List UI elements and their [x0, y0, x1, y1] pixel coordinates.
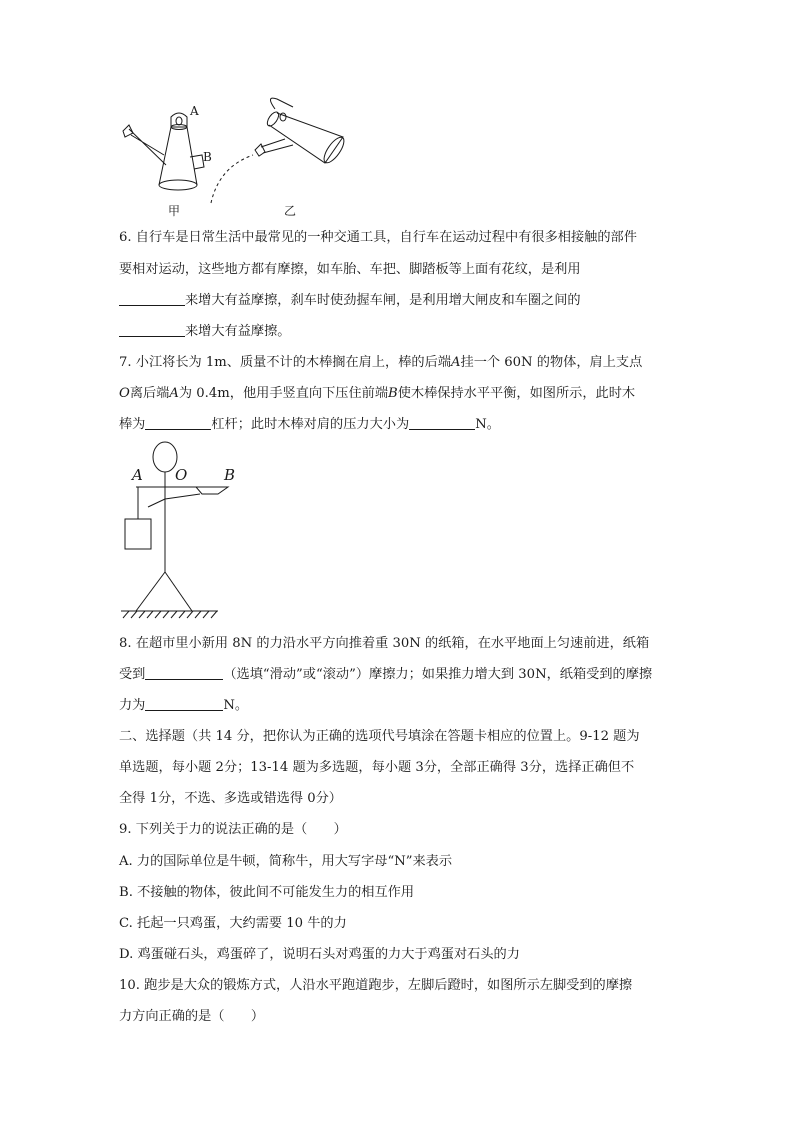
answer-blank[interactable] — [119, 322, 185, 337]
figure-label-b: B — [203, 150, 212, 164]
answer-blank[interactable] — [145, 665, 223, 680]
point-o: O — [119, 386, 130, 401]
can-yi-handle — [270, 98, 293, 109]
figure-label-jia: 甲 — [168, 204, 181, 218]
q7-line-2-mid: 离后端 — [129, 386, 170, 401]
can-yi-body — [269, 113, 343, 163]
point-b: B — [388, 386, 398, 401]
q6-line-3-text: 来增大有益摩擦，刹车时使劲握车闸，是利用增大闸皮和车圈之间的 — [185, 293, 581, 308]
q7-line-1 — [119, 353, 679, 373]
leg-left — [136, 572, 165, 611]
lever-label-a: A — [132, 466, 143, 484]
q8-line-3-end: N。 — [223, 698, 249, 713]
watering-can-figure — [115, 95, 355, 220]
section-2-line-3: 全得 1分，不选、多选或错选得 0分） — [119, 791, 342, 806]
q6-line-4 — [119, 322, 679, 342]
can-jia-handle-b — [190, 155, 204, 169]
point-a: A — [169, 386, 179, 401]
q9-option-b[interactable]: B. 不接触的物体，彼此间不可能发生力的相互作用 — [119, 885, 415, 900]
q6-line-3 — [119, 291, 679, 311]
q6-line-2: 要相对运动，这些地方都有摩擦，如车胎、车把、脚踏板等上面有花纹，是利用 — [119, 262, 581, 277]
q9-stem: 9. 下列关于力的说法正确的是（ ） — [119, 822, 347, 837]
arm-front — [165, 494, 200, 499]
q8-line-1: 8. 在超市里小新用 8N 的力沿水平方向推着重 30N 的纸箱，在水平地面上匀速前进，纸箱 — [119, 636, 650, 651]
tilt-trajectory — [211, 155, 253, 203]
stick-end-b — [196, 487, 228, 494]
q8-line-2-mid: （选填“滑动”或“滚动”）摩擦力；如果推力增大到 30N，纸箱受到的摩擦 — [223, 667, 653, 682]
q7-line-1-end: 挂一个 60N 的物体，肩上支点 — [460, 355, 643, 370]
q8-line-2 — [119, 665, 679, 685]
answer-blank[interactable] — [119, 291, 185, 306]
answer-blank[interactable] — [145, 696, 223, 711]
q7-line-3 — [119, 415, 679, 435]
answer-blank[interactable] — [145, 415, 211, 430]
q10-line-2: 力方向正确的是（ ） — [119, 1009, 265, 1024]
q7-line-2-end: 使木棒保持水平平衡，如图所示，此时木 — [397, 386, 636, 401]
q7-line-1-text: 7. 小江将长为 1m、质量不计的木棒搁在肩上，棒的后端 — [119, 355, 451, 370]
leg-right — [165, 572, 192, 611]
q7-line-2-mid2: 为 0.4m，他用手竖直向下压住前端 — [178, 386, 389, 401]
section-2-line-2: 单选题，每小题 2分；13-14 题为多选题，每小题 3分，全部正确得 3分，选择正确但不 — [119, 760, 635, 775]
q9-option-a[interactable]: A. 力的国际单位是牛顿，简称牛，用大写字母“N”来表示 — [119, 854, 453, 869]
q6-line-4-text: 来增大有益摩擦。 — [185, 324, 291, 339]
figure-label-yi: 乙 — [284, 204, 297, 218]
q7-line-3-mid: 杠杆；此时木棒对肩的压力大小为 — [211, 417, 410, 432]
point-a: A — [450, 355, 461, 370]
q9-option-d[interactable]: D. 鸡蛋碰石头，鸡蛋碎了，说明石头对鸡蛋的力大于鸡蛋对石头的力 — [119, 947, 520, 962]
q6-line-1: 6. 自行车是日常生活中最常见的一种交通工具，自行车在运动过程中有很多相接触的部件 — [119, 230, 637, 245]
q7-line-2 — [119, 384, 679, 404]
q7-line-3-start: 棒为 — [119, 417, 146, 432]
lever-label-o: O — [175, 466, 188, 484]
can-jia-spout — [129, 129, 166, 165]
q8-line-3-start: 力为 — [119, 698, 146, 713]
can-yi-spout — [261, 139, 293, 153]
q7-line-3-end: N。 — [475, 417, 500, 432]
answer-blank[interactable] — [409, 415, 475, 430]
arm-back — [148, 499, 165, 507]
can-jia-base — [159, 180, 197, 190]
head — [153, 442, 177, 472]
figure-label-a: A — [190, 104, 199, 118]
q8-line-2-start: 受到 — [119, 667, 146, 682]
q8-line-3 — [119, 696, 679, 716]
weight-block — [125, 519, 151, 549]
ground-hatch — [123, 611, 217, 618]
section-2-line-1: 二、选择题（共 14 分，把你认为正确的选项代号填涂在答题卡相应的位置上。9-12 题为 — [119, 729, 640, 744]
lever-label-b: B — [224, 466, 236, 484]
q10-line-1: 10. 跑步是大众的锻炼方式，人沿水平跑道跑步，左脚后蹬时，如图所示左脚受到的摩擦 — [119, 978, 633, 993]
q9-option-c[interactable]: C. 托起一只鸡蛋，大约需要 10 牛的力 — [119, 916, 347, 931]
can-jia-body — [159, 127, 197, 185]
